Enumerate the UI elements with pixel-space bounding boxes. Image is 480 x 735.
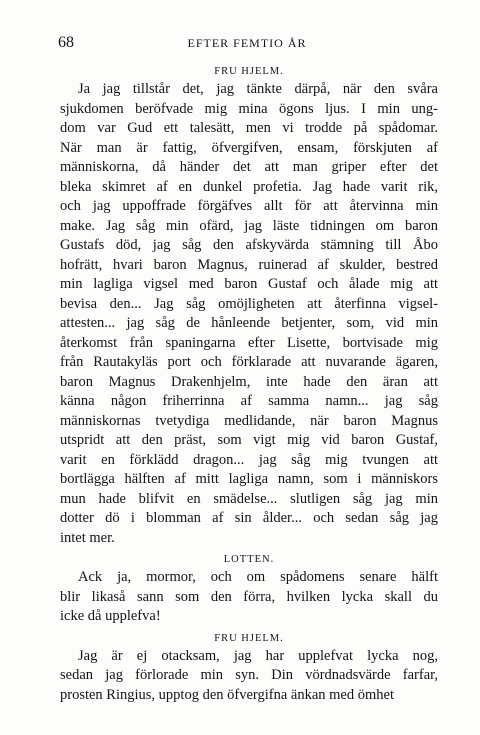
speech-passage — [60, 647, 438, 706]
text-line: min lagliga vigsel med baron Gustaf och ålade mig att — [60, 276, 438, 292]
text-line: hofrätt, hvari baron Magnus, ruinerad af skulder, bestred — [60, 256, 438, 273]
text-line: sjukdomen beröfvade mig mina ögons ljus. I min ung- — [60, 100, 438, 117]
text-line: Ack ja, mormor, och om spådomens senare hälft — [78, 569, 438, 585]
text-line: dotter dö i blomman af sin ålder... och sedan såg jag — [60, 510, 438, 526]
running-title: EFTER FEMTIO ÅR — [187, 36, 307, 50]
page-number: 68 — [58, 34, 74, 51]
text-line: baron Magnus Drakenhjelm, inte hade den äran att — [60, 373, 438, 390]
speech-passage — [60, 80, 438, 548]
text-line: och jag uppoffrade förgäfves allt för att återvinna min — [60, 198, 438, 214]
speaker-label: FRU HJELM. — [214, 632, 284, 644]
text-line: bevisa den... Jag såg omöjligheten att återfinna vigsel- — [60, 295, 438, 312]
text-line: Gustafs död, jag såg den afskyvärda stämning till Åbo — [60, 237, 438, 253]
text-line: känna någon friherrinna af samma namn... jag såg — [60, 393, 438, 409]
speech-passage — [60, 568, 438, 627]
text-line: mun hade blifvit en smädelse... slutligen såg jag min — [60, 490, 438, 507]
text-line: återkomst från spaningarna efter Lisette, bortvisade mig — [60, 334, 438, 351]
page-header — [58, 34, 436, 52]
text-line: Jag är ej otacksam, jag har upplefvat lycka nog, — [78, 647, 438, 664]
text-line: attesten... jag såg de hånleende betjenter, som, vid min — [60, 315, 438, 331]
text-line: människornas tvetydiga medlidande, när baron Magnus — [60, 412, 438, 429]
text-line: utspridt att den präst, som vigt mig vid baron Gustaf, — [60, 432, 438, 448]
text-line: bortlägga hälften af mitt lagliga namn, som i människors — [60, 471, 438, 487]
speaker-label: LOTTEN. — [223, 554, 275, 565]
text-line: varit en förklädd dragon... jag såg mig tvungen att — [60, 451, 438, 468]
text-line: make. Jag såg min ofärd, jag läste tidningen om baron — [60, 217, 438, 234]
text-line: icke då upplefva! — [60, 608, 161, 624]
text-line: Ja jag tillstår det, jag tänkte därpå, när den svåra — [78, 81, 438, 97]
text-line: intet mer. — [60, 529, 115, 546]
text-line: blir likaså sann som den förra, hvilken lycka skall du — [60, 588, 438, 605]
text-line: sedan jag förlorade min syn. Din vördnadsvärde farfar, — [60, 667, 438, 683]
text-line: När man är fattig, öfvergifven, ensam, förskjuten af — [60, 139, 438, 156]
text-line: människorna, då händer det att man griper efter det — [60, 159, 438, 175]
text-line: bleka skimret af en dunkel profetia. Jag hade varit rik, — [60, 178, 438, 195]
text-line: dom var Gud ett talesätt, men vi trodde på spådomar. — [60, 120, 438, 136]
speaker-label: FRU HJELM. — [214, 66, 284, 77]
text-line: prosten Ringius, upptog den öfvergifna änkan med ömhet — [60, 686, 394, 703]
text-line: från Rautakyläs port och förklarade att nuvarande ägaren, — [60, 354, 438, 370]
dialogue-text — [60, 64, 438, 705]
